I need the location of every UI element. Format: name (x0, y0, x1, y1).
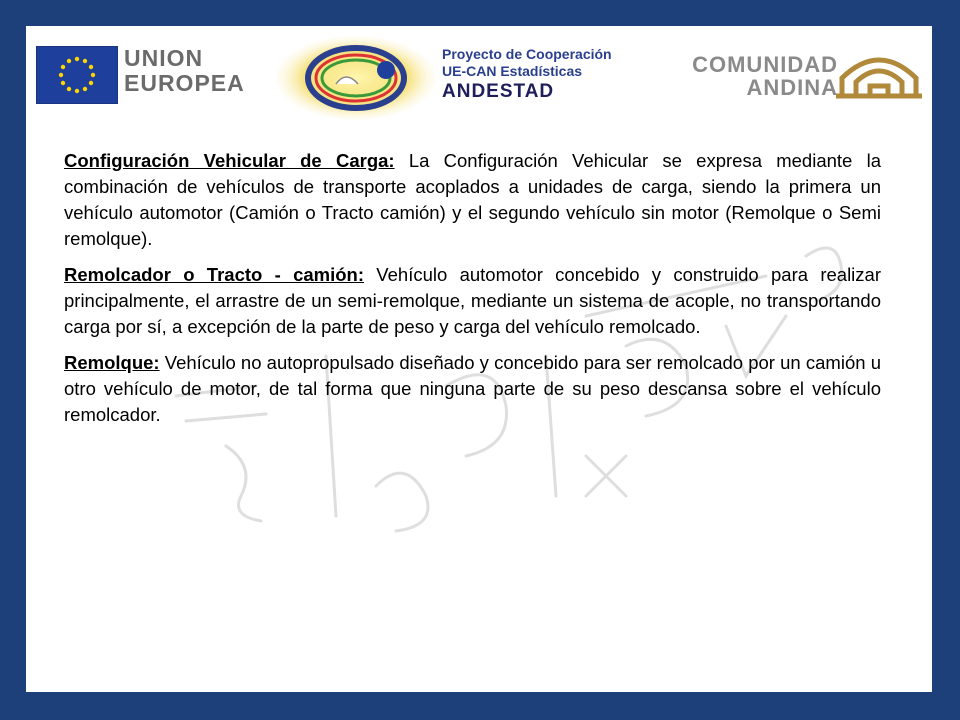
definition-paragraph (64, 262, 881, 340)
project-line1: Proyecto de Cooperación (442, 46, 612, 62)
slide (26, 26, 932, 692)
andestad-logo-text (442, 46, 642, 104)
can-logo-text (668, 53, 838, 99)
definition-term: Remolque: (64, 352, 160, 373)
project-name: ANDESTAD (442, 81, 555, 102)
eu-logo-line1: UNION (124, 45, 204, 71)
can-logo-line1: COMUNIDAD (692, 52, 838, 77)
andestad-emblem-icon (266, 32, 436, 122)
definition-term: Remolcador o Tracto - camión: (64, 264, 365, 285)
eu-logo-line2: EUROPEA (124, 70, 245, 96)
definition-text: Vehículo automotor concebido y construido para realizar principalmente, el arrastre de un semi-remolque, mediante un sistema de acople, no transportando carga por sí, a excepción de la parte de peso y carga del vehículo remolcado. (64, 264, 881, 337)
definition-text: La Configuración Vehicular se expresa mediante la combinación de vehículos de transporte acoplados a unidades de carga, siendo la primera un vehículo automotor (Camión o Tracto camión) y el segundo vehículo sin motor (Remolque o Semi remolque). (64, 150, 881, 249)
eu-logo-text (124, 46, 264, 96)
definition-text: Vehículo no autopropulsado diseñado y concebido para ser remolcado por un camión u otro vehículo de motor, de tal forma que ninguna parte de su peso descansa sobre el vehículo remolcador. (64, 352, 881, 425)
header-logos (26, 26, 932, 126)
definitions-text (64, 148, 881, 438)
definition-paragraph (64, 148, 881, 252)
definition-term: Configuración Vehicular de Carga: (64, 150, 395, 171)
can-logo-line2: ANDINA (746, 75, 838, 100)
comunidad-andina-icon (834, 46, 924, 102)
definition-paragraph (64, 350, 881, 428)
project-line2: UE-CAN Estadísticas (442, 63, 583, 79)
eu-flag-icon (36, 46, 118, 104)
